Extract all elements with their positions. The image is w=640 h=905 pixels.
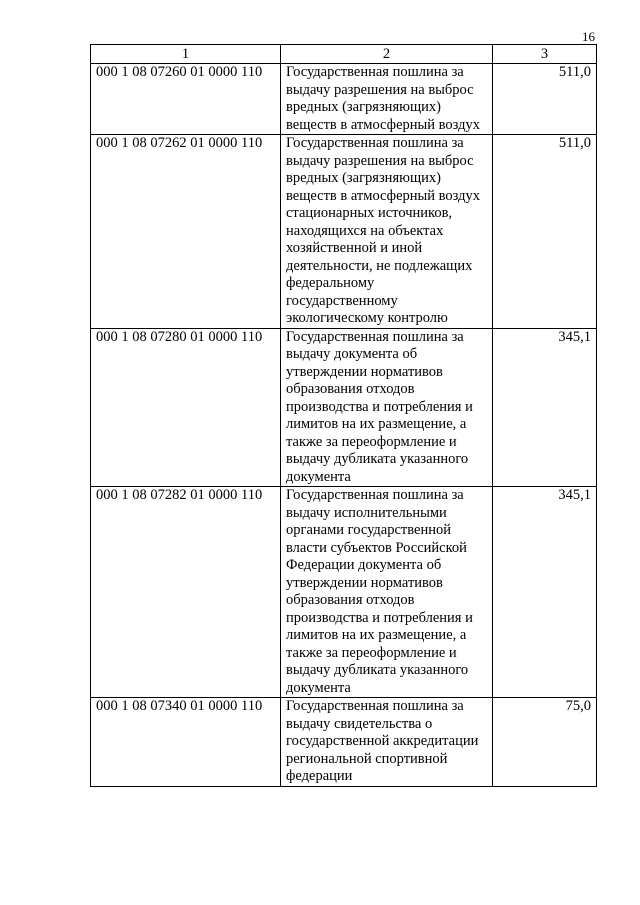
income-code: 000 1 08 07340 01 0000 110	[91, 698, 281, 787]
income-amount: 511,0	[493, 64, 597, 135]
page-number: 16	[582, 29, 595, 44]
column-header-3: 3	[493, 45, 597, 64]
table-row	[91, 487, 597, 698]
column-header-1: 1	[91, 45, 281, 64]
income-description: Государственная пошлина за выдачу разрешения на выброс вредных (загрязняющих) веществ в атмосферный воздух	[281, 64, 493, 135]
table-header	[91, 45, 597, 64]
column-header-2: 2	[281, 45, 493, 64]
income-description: Государственная пошлина за выдачу разрешения на выброс вредных (загрязняющих) веществ в атмосферный воздух стационарных источников, находящихся на объектах хозяйственной и иной деятельности, не подлежащих федеральному государственному экологическому контролю	[281, 135, 493, 329]
income-description: Государственная пошлина за выдачу свидетельства о государственной аккредитации региональной спортивной федерации	[281, 698, 493, 787]
income-code: 000 1 08 07260 01 0000 110	[91, 64, 281, 135]
table-row	[91, 698, 597, 787]
income-description: Государственная пошлина за выдачу документа об утверждении нормативов образования отходов производства и потребления и лимитов на их размещение, а также за переоформление и выдачу дубликата указанного документа	[281, 328, 493, 487]
income-code: 000 1 08 07262 01 0000 110	[91, 135, 281, 329]
table-row	[91, 135, 597, 329]
income-amount: 511,0	[493, 135, 597, 329]
income-amount: 75,0	[493, 698, 597, 787]
income-description: Государственная пошлина за выдачу исполнительными органами государственной власти субъектов Российской Федерации документа об утверждении нормативов образования отходов производства и потребления и лимитов на их размещение, а также за переоформление и выдачу дубликата указанного документа	[281, 487, 493, 698]
header-row	[91, 45, 597, 64]
budget-table	[90, 44, 597, 787]
income-amount: 345,1	[493, 487, 597, 698]
table-row	[91, 64, 597, 135]
income-code: 000 1 08 07282 01 0000 110	[91, 487, 281, 698]
table-body	[91, 64, 597, 787]
income-amount: 345,1	[493, 328, 597, 487]
income-code: 000 1 08 07280 01 0000 110	[91, 328, 281, 487]
table-row	[91, 328, 597, 487]
